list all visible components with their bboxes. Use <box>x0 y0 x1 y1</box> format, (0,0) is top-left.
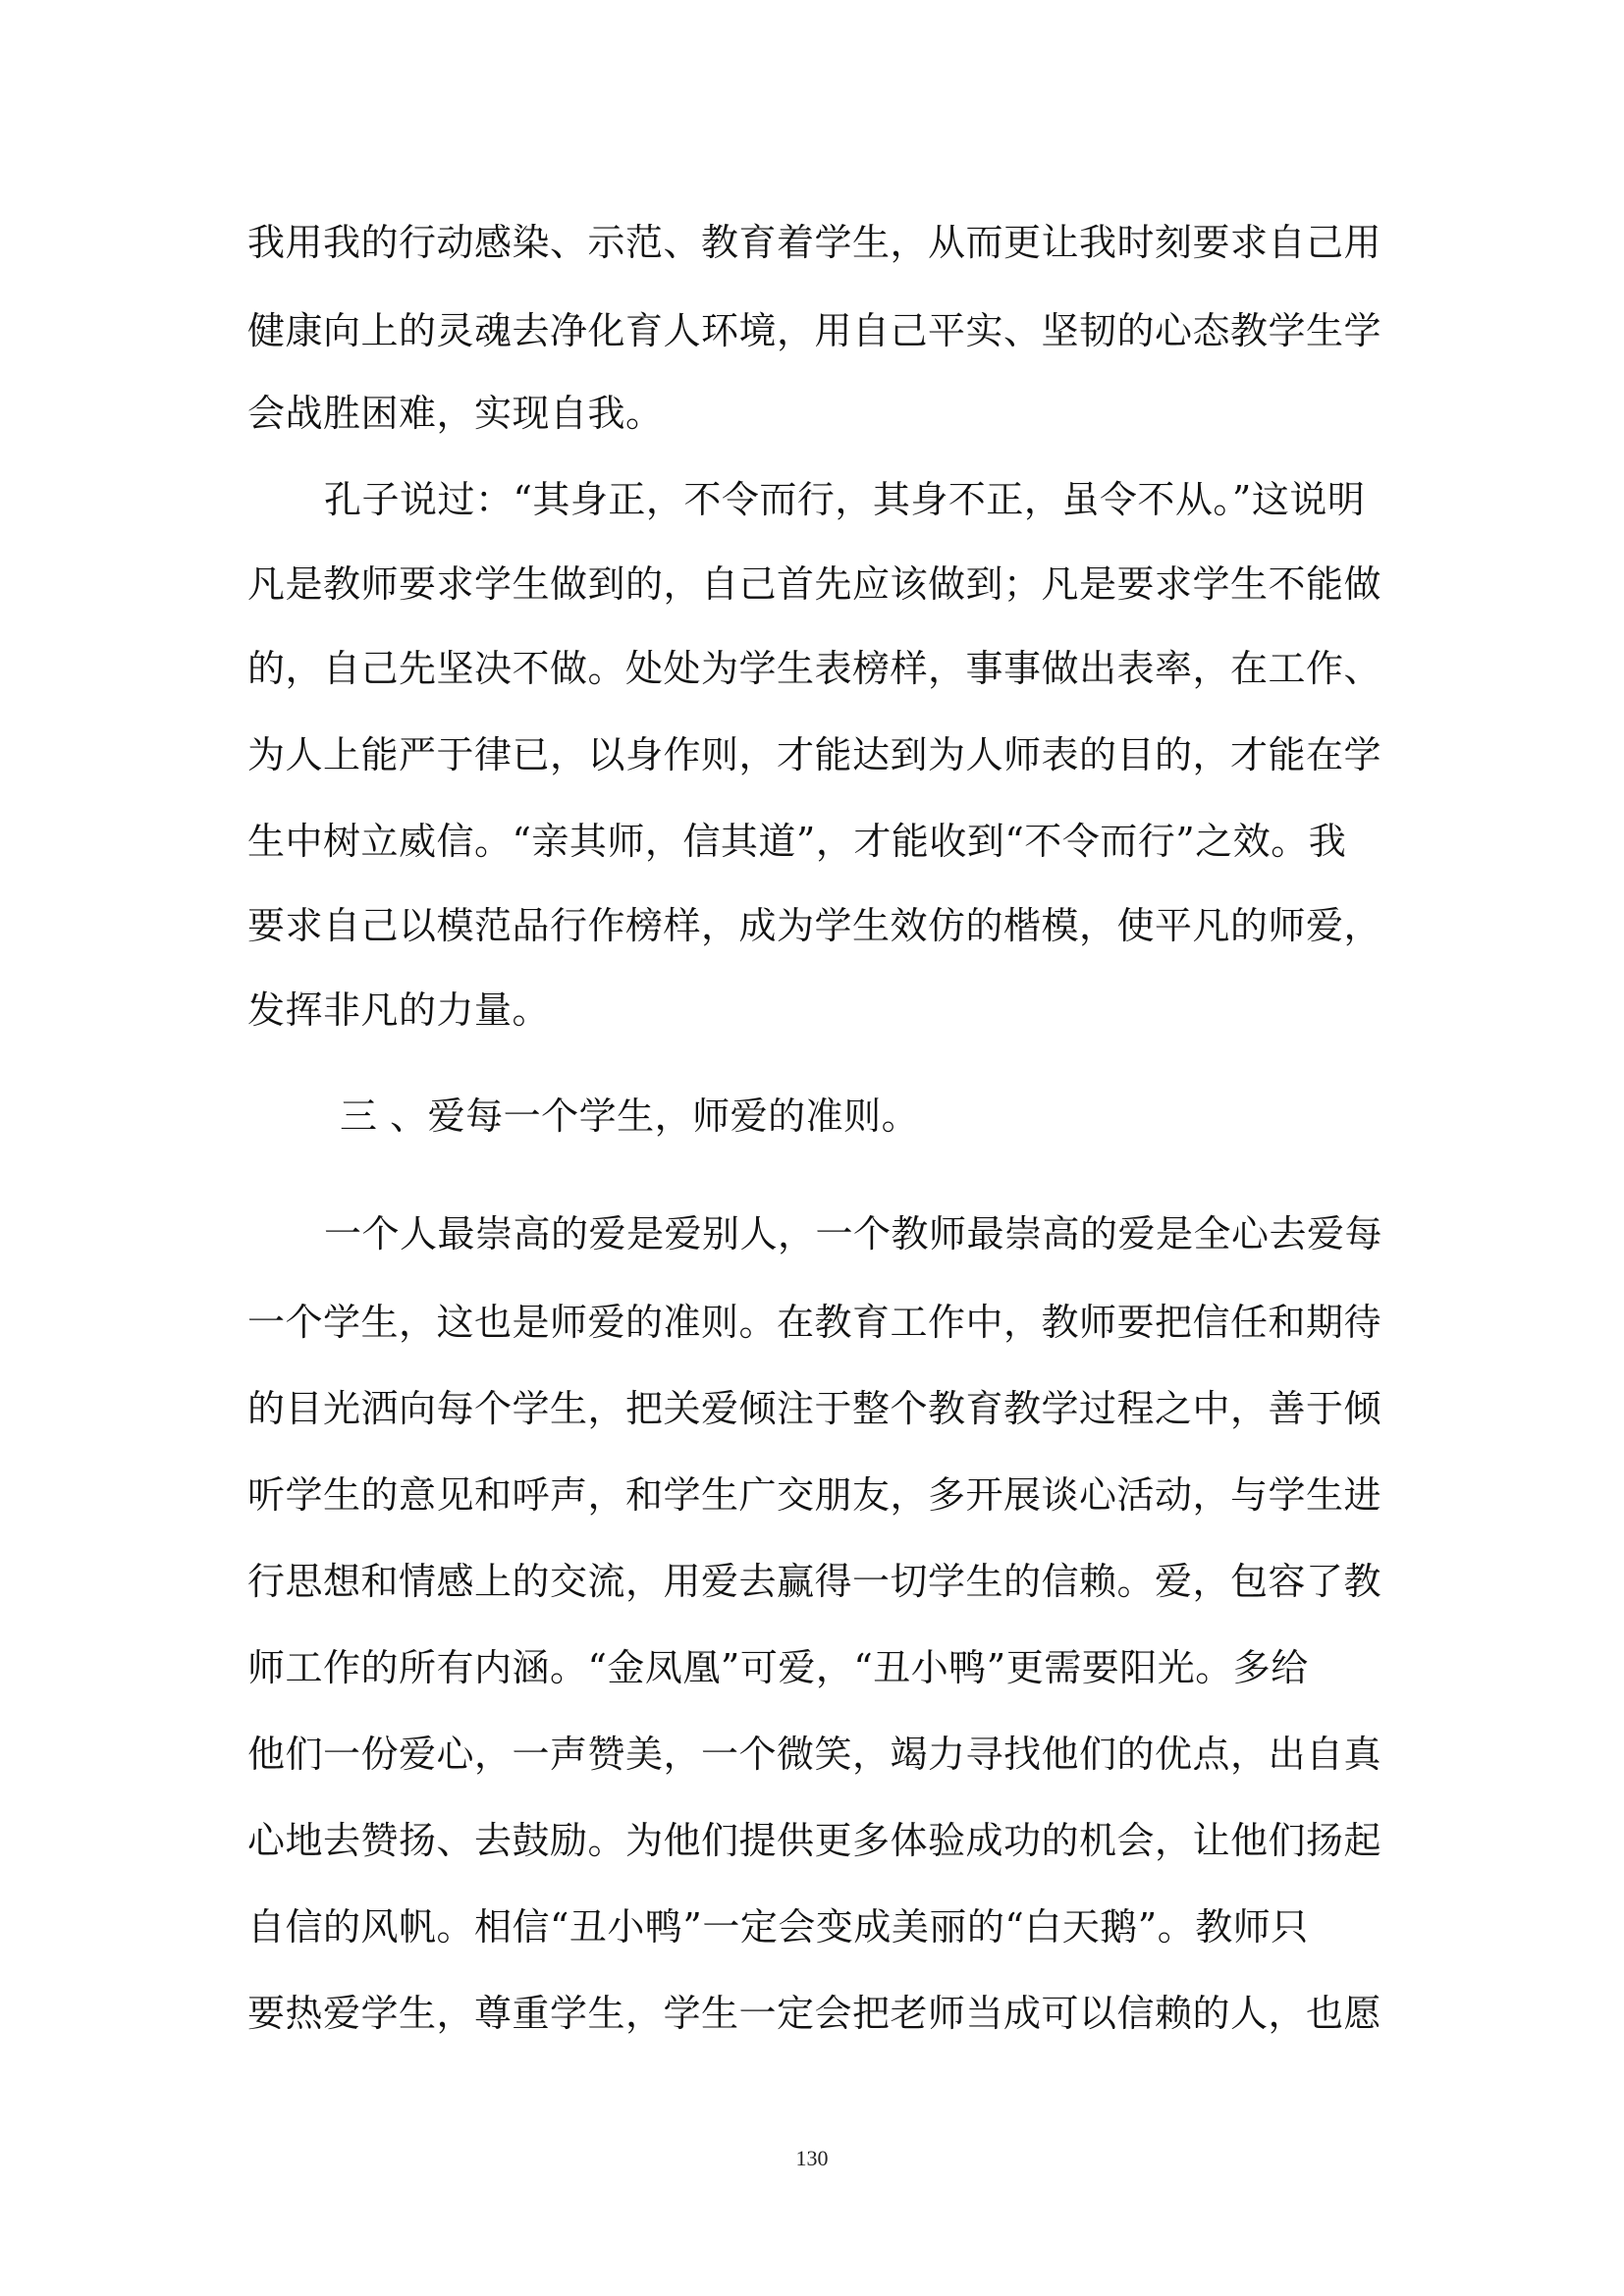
paragraph-line: 听学生的意见和呼声，和学生广交朋友，多开展谈心活动，与学生进 <box>247 1473 1382 1517</box>
paragraph-line: 会战胜困难，实现自我。 <box>247 392 664 435</box>
paragraph-line: 他们一份爱心，一声赞美，一个微笑，竭力寻找他们的优点，出自真 <box>247 1733 1382 1776</box>
paragraph-line: 自信的风帆。相信“丑小鸭”一定会变成美丽的“白天鹅”。教师只 <box>247 1905 1309 1949</box>
paragraph-line: 一个学生，这也是师爱的准则。在教育工作中，教师要把信任和期待 <box>247 1301 1382 1344</box>
paragraph-line: 要热爱学生，尊重学生，学生一定会把老师当成可以信赖的人，也愿 <box>247 1992 1382 2035</box>
paragraph-line: 师工作的所有内涵。“金凤凰”可爱，“丑小鸭”更需要阳光。多给 <box>247 1646 1309 1689</box>
paragraph-line: 心地去赞扬、去鼓励。为他们提供更多体验成功的机会，让他们扬起 <box>247 1819 1382 1862</box>
paragraph-line: 行思想和情感上的交流，用爱去赢得一切学生的信赖。爱，包容了教 <box>247 1560 1382 1603</box>
paragraph-line: 发挥非凡的力量。 <box>247 988 551 1032</box>
paragraph-line: 健康向上的灵魂去净化育人环境，用自己平实、坚韧的心态教学生学 <box>247 309 1382 352</box>
paragraph-line: 一个人最崇高的爱是爱别人，一个教师最崇高的爱是全心去爱每 <box>324 1212 1383 1255</box>
paragraph-line: 的，自己先坚决不做。处处为学生表榜样，事事做出表率，在工作、 <box>247 647 1382 690</box>
section-heading: 三 、爱每一个学生，师爱的准则。 <box>340 1095 920 1138</box>
paragraph-line: 生中树立威信。“亲其师，信其道”，才能收到“不令而行”之效。我 <box>247 820 1347 863</box>
paragraph-line: 孔子说过：“其身正，不令而行，其身不正，虽令不从。”这说明 <box>324 478 1366 521</box>
paragraph-line: 要求自己以模范品行作榜样，成为学生效仿的楷模，使平凡的师爱， <box>247 904 1382 947</box>
paragraph-line: 的目光洒向每个学生，把关爱倾注于整个教育教学过程之中，善于倾 <box>247 1387 1382 1430</box>
page-number: 130 <box>795 2146 829 2170</box>
paragraph-line: 我用我的行动感染、示范、教育着学生，从而更让我时刻要求自己用 <box>247 221 1382 264</box>
paragraph-line: 为人上能严于律已，以身作则，才能达到为人师表的目的，才能在学 <box>247 733 1382 776</box>
paragraph-line: 凡是教师要求学生做到的，自己首先应该做到；凡是要求学生不能做 <box>247 562 1382 606</box>
